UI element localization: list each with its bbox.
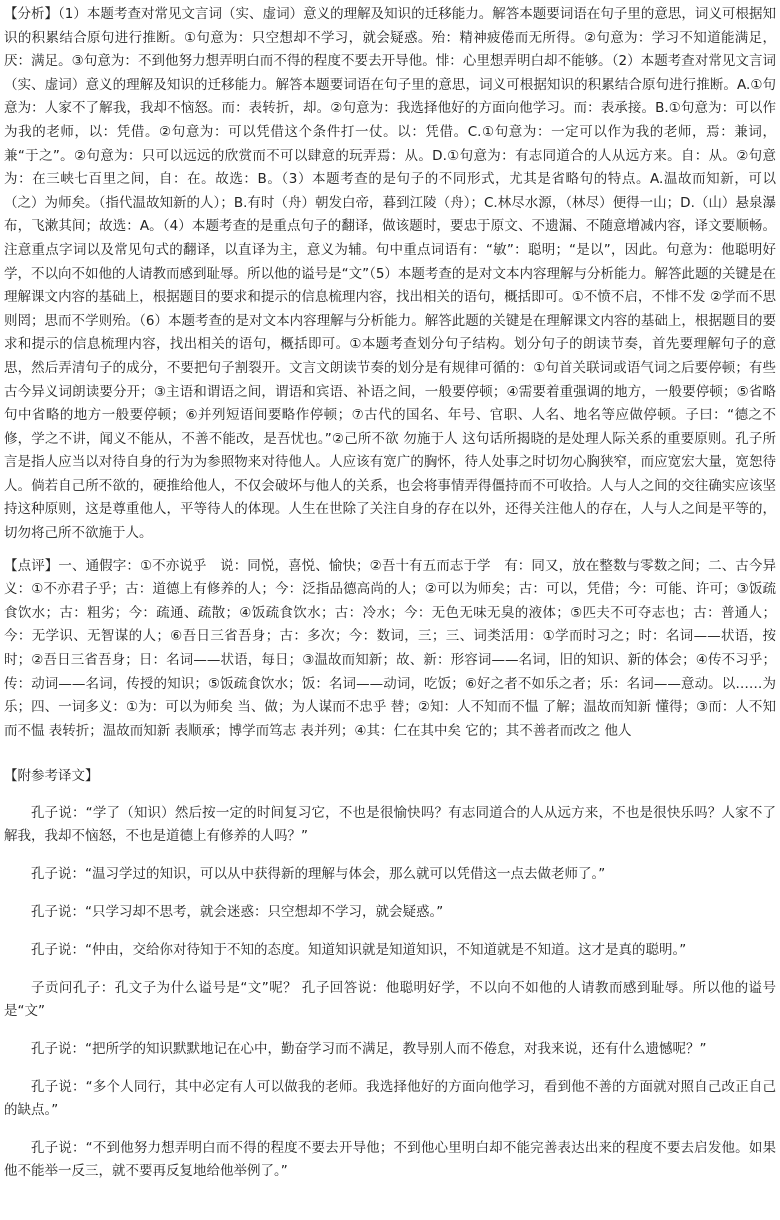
comment-paragraph: 【点评】一、通假字：①不亦说乎 说：同悦，喜悦、愉快；②吾十有五而志于学 有：同又，放在整数与零数之间；二、古今异义：①不亦君子乎；古：道德上有修养的人；今：泛指品德高尚的人；②可以为师矣；古：可以，凭借；今：可能、许可；③饭疏食饮水；古：粗劣；今：疏通、疏散；④饭疏食饮水；古：冷水；今：无色无味无臭的液体；⑤匹夫不可夺志也；古：普通人；今：无学识、无智谋的人；⑥吾日三省吾身；古：多次；今：数词，三；三、词类活用：①学而时习之；时：名词——状语，按时；②吾日三省吾身；日：名词——状语，每日；③温故而知新；故、新：形容词——名词，旧的知识、新的体会；④传不习乎；传：动词——名词，传授的知识；⑤饭疏食饮水；饭：名词——动词，吃饭；⑥好之者不如乐之者；乐：名词——意动。以……为乐；四、一词多义：①为：可以为师矣 当、做；为人谋而不忠乎 替；②知：人不知而不愠 了解；温故而知新 懂得；③而：人不知而不愠 表转折；温故而知新 表顺承；博学而笃志 表并列；④其：仁在其中矣 它的；其不善者而改之 他人 (4, 557, 776, 739)
reference-paragraph-1: 孔子说：“学了（知识）然后按一定的时间复习它，不也是很愉快吗？有志同道合的人从远方来，不也是很快乐吗？人家不了解我，我却不恼怒，不也是道德上有修养的人吗？” (4, 805, 776, 845)
reference-paragraph-3: 孔子说：“只学习却不思考，就会迷惑：只空想却不学习，就会疑惑。” (31, 904, 444, 921)
reference-paragraph-2: 孔子说：“温习学过的知识，可以从中获得新的理解与体会，那么就可以凭借这一点去做老师了。” (31, 866, 606, 883)
analysis-paragraph: 【分析】（1）本题考查对常见文言词（实、虚词）意义的理解及知识的迁移能力。解答本题要词语在句子里的意思，词义可根据知识的积累结合原句进行推断。①句意为：只空想却不学习，就会疑惑。殆：精神疲倦而无所得。②句意为：学习不知道能满足，厌：满足。③句意为：不到他努力想弄明白而不得的程度不要去开导他。悱：心里想弄明白却不能够。（2）本题考查对常见文言词（实、虚词）意义的理解及知识的迁移能力。解答本题要词语在句子里的意思，词义可根据知识的积累结合原句进行推断。A.①句意为：人家不了解我，我却不恼怒。而：表转折，却。②句意为：我选择他好的方面向他学习。而：表承接。B.①句意为：可以作为我的老师，以：凭借。②句意为：可以凭借这个条件打一仗。以：凭借。C.①句意为：一定可以作为我的老师，焉：兼词，兼“于之”。②句意为：只可以远远的欣赏而不可以肆意的玩弄焉：从。D.①句意为：有志同道合的人从远方来。自：从。②句意为：在三峡七百里之间，自：在。故选：B。（3）本题考查的是句子的不同形式，尤其是省略句的特点。A.温故而知新，可以（之）为师矣。（指代温故知新的人）；B.有时（舟）朝发白帝，暮到江陵（舟）；C.林尽水源，（林尽）便得一山；D.（山）悬泉瀑布，飞漱其间；故选：A。（4）本题考查的是重点句子的翻译，做该题时，要忠于原文、不遗漏、不随意增减内容，译文要顺畅。注意重点字词以及常见句式的翻译，以直译为主，意义为辅。句中重点词语有：“敏”：聪明；“是以”，因此。句意为：他聪明好学，不以向不如他的人请教而感到耻辱。所以他的谥号是“文”（5）本题考查的是对文本内容理解与分析能力。解答此题的关键是在理解课文内容的基础上，根据题目的要求和提示的信息梳理内容，找出相关的语句，概括即可。①不愤不启，不悱不发 ②学而不思则罔；思而不学则殆。（6）本题考查的是对文本内容理解与分析能力。解答此题的关键是在理解课文内容的基础上，根据题目的要求和提示的信息梳理内容，找出相关的语句，概括即可。①本题考查划分句子结构。划分句子的朗读节奏，首先要理解句子的意思，然后弄清句子的成分，不要把句子割裂开。文言文朗读节奏的划分是有规律可循的：①句首关联词或语气词之后要停顿；有些古今异义词朗读要分开；③主语和谓语之间，谓语和宾语、补语之间，一般要停顿；④需要着重强调的地方，一般要停顿；⑤省略句中省略的地方一般要停顿；⑥并列短语间要略作停顿；⑦古代的国名、年号、官职、人名、地名等应做停顿。子曰：“德之不修，学之不讲，闻义不能从，不善不能改，是吾忧也。”②己所不欲 勿施于人 这句话所揭晓的是处理人际关系的重要原则。孔子所言是指人应当以对待自身的行为为参照物来对待他人。人应该有宽广的胸怀，待人处事之时切勿心胸狭窄，而应宽宏大量，宽恕待人。倘若自己所不欲的，硬推给他人，不仅会破坏与他人的关系，也会将事情弄得僵持而不可收拾。人与人之间的交往确实应该坚持这种原则，这是尊重他人，平等待人的体现。人生在世除了关注自身的存在以外，还得关注他人的存在，人与人之间是平等的，切勿将己所不欲施于人。 (4, 6, 776, 542)
reference-title: 【附参考译文】 (4, 768, 99, 785)
reference-paragraph-8: 孔子说：“不到他努力想弄明白而不得的程度不要去开导他；不到他心里明白却不能完善表达出来的程度不要去启发他。如果他不能举一反三，就不要再反复地给他举例了。” (4, 1140, 776, 1180)
reference-translation (4, 802, 776, 1183)
reference-paragraph-7: 孔子说：“多个人同行，其中必定有人可以做我的老师。我选择他好的方面向他学习，看到他不善的方面就对照自己改正自己的缺点。” (4, 1079, 776, 1119)
reference-paragraph-5: 子贡问孔子：孔文子为什么谥号是“文”呢？ 孔子回答说：他聪明好学，不以向不如他的人请教而感到耻辱。所以他的谥号是“文” (4, 980, 776, 1020)
reference-paragraph-4: 孔子说：“仲由，交给你对待知于不知的态度。知道知识就是知道知识，不知道就是不知道。这才是真的聪明。” (31, 942, 687, 959)
reference-paragraph-6: 孔子说：“把所学的知识默默地记在心中，勤奋学习而不满足，教导别人而不倦怠，对我来说，还有什么遗憾呢？” (31, 1041, 707, 1058)
